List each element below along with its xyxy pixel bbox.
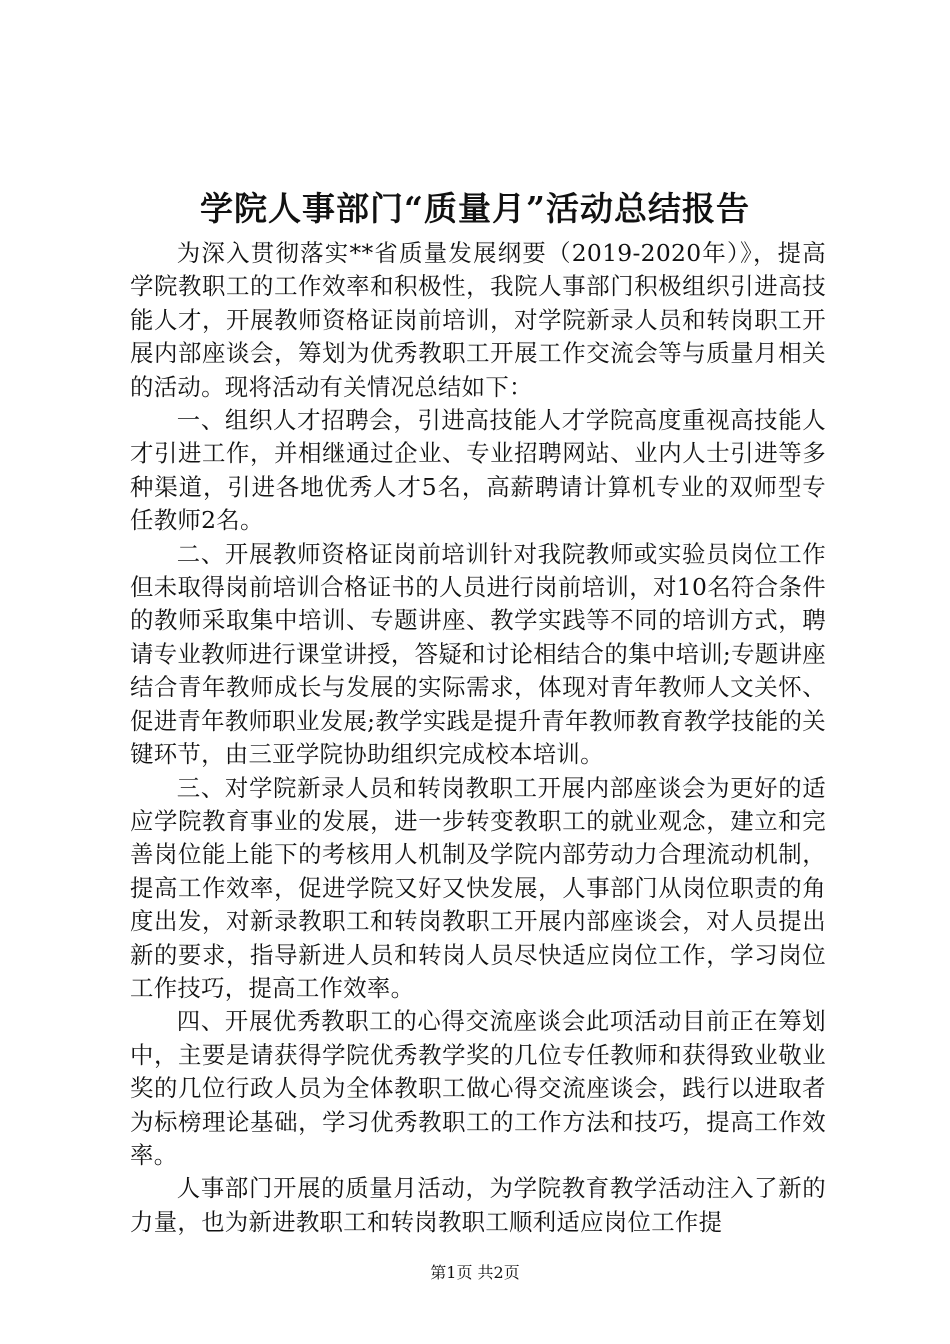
paragraph-conclusion: 人事部门开展的质量月活动，为学院教育教学活动注入了新的力量，也为新进教职工和转岗教职工顺利适应岗位工作提 <box>130 1174 826 1236</box>
document-body <box>130 237 826 1239</box>
paragraph-section-3: 三、对学院新录人员和转岗教职工开展内部座谈会为更好的适应学院教育事业的发展，进一步转变教职工的就业观念，建立和完善岗位能上能下的考核用人机制及学院内部劳动力合理流动机制，提高工作效率，促进学院又好又快发展，人事部门从岗位职责的角度出发，对新录教职工和转岗教职工开展内部座谈会，对人员提出新的要求，指导新进人员和转岗人员尽快适应岗位工作，学习岗位工作技巧，提高工作效率。 <box>130 773 826 1002</box>
paragraph-section-1: 一、组织人才招聘会，引进高技能人才学院高度重视高技能人才引进工作，并相继通过企业、专业招聘网站、业内人士引进等多种渠道，引进各地优秀人才5名，高薪聘请计算机专业的双师型专任教师2名。 <box>130 406 826 535</box>
document-title: 学院人事部门“质量月”活动总结报告 <box>200 189 750 228</box>
paragraph-section-4: 四、开展优秀教职工的心得交流座谈会此项活动目前正在筹划中，主要是请获得学院优秀教学奖的几位专任教师和获得致业敬业奖的几位行政人员为全体教职工做心得交流座谈会，践行以进取者为标榜理论基础，学习优秀教职工的工作方法和技巧，提高工作效率。 <box>130 1007 826 1169</box>
paragraph-intro: 为深入贯彻落实**省质量发展纲要（2019-2020年）》，提高学院教职工的工作效率和积极性，我院人事部门积极组织引进高技能人才，开展教师资格证岗前培训，对学院新录人员和转岗职工开展内部座谈会，筹划为优秀教职工开展工作交流会等与质量月相关的活动。现将活动有关情况总结如下： <box>130 239 826 401</box>
page-number-footer: 第1页 共2页 <box>430 1263 520 1282</box>
paragraph-section-2: 二、开展教师资格证岗前培训针对我院教师或实验员岗位工作但未取得岗前培训合格证书的人员进行岗前培训，对10名符合条件的教师采取集中培训、专题讲座、教学实践等不同的培训方式，聘请专业教师进行课堂讲授，答疑和讨论相结合的集中培训;专题讲座结合青年教师成长与发展的实际需求，体现对青年教师人文关怀、促进青年教师职业发展;教学实践是提升青年教师教育教学技能的关键环节，由三亚学院协助组织完成校本培训。 <box>130 539 826 769</box>
